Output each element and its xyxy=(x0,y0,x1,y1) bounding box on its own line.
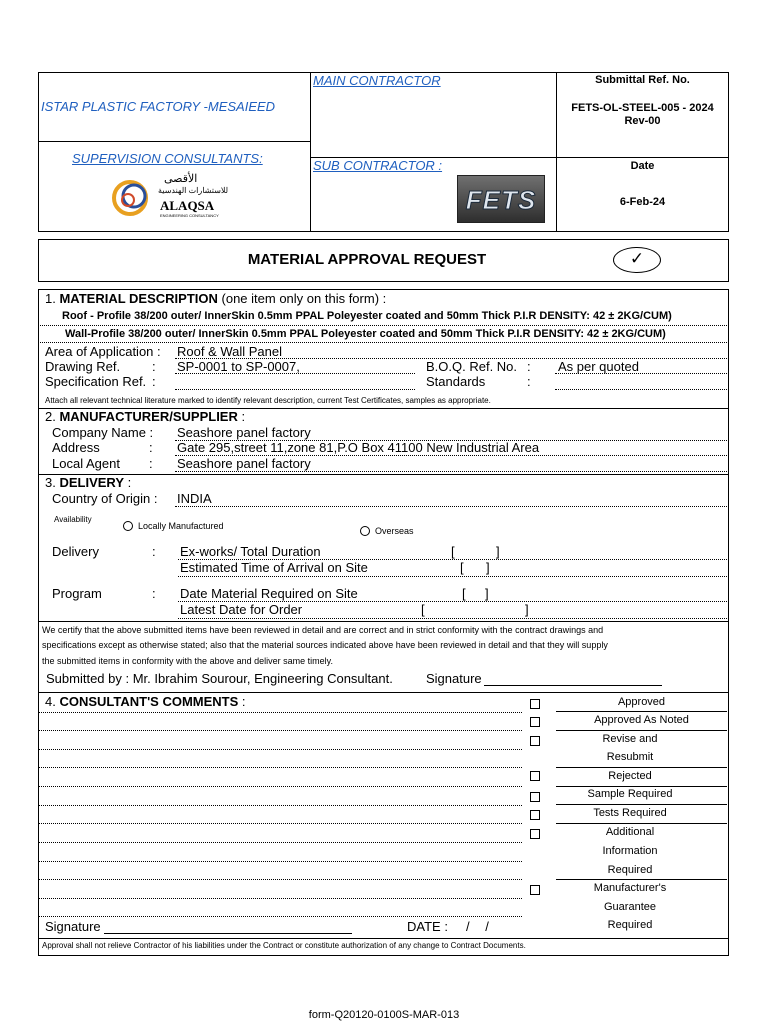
section3-suffix: : xyxy=(127,475,132,490)
exworks-bracket-open: [ xyxy=(451,544,455,559)
attach-note: Attach all relevant technical literature marked to identify relevant description, current Test Certificates, samples as appropriate. xyxy=(45,396,491,405)
material-item-wall: Wall-Profile 38/200 outer/ InnerSkin 0.5mm PPAL Poleyester coated and 50mm Thick P.I.R DENSITY: 42 ± 2KG/CUM) xyxy=(65,328,666,340)
submitter-signature-line[interactable] xyxy=(484,685,662,686)
header-divider-2 xyxy=(556,72,557,232)
additional-info-checkbox[interactable] xyxy=(530,829,540,839)
locally-manufactured-label: Locally Manufactured xyxy=(138,521,224,531)
alaqsa-arabic-2: للاستشارات الهندسية xyxy=(158,186,229,195)
boq-label: B.O.Q. Ref. No. xyxy=(426,359,518,374)
option-approved: Approved xyxy=(617,696,666,708)
overseas-label: Overseas xyxy=(375,526,414,536)
agent-value: Seashore panel factory xyxy=(177,456,311,471)
program-label: Program xyxy=(52,586,102,601)
area-value: Roof & Wall Panel xyxy=(177,344,283,359)
tests-required-checkbox[interactable] xyxy=(530,810,540,820)
form-title: MATERIAL APPROVAL REQUEST xyxy=(247,251,487,268)
option-additional-3: Required xyxy=(607,864,653,876)
option-tests-required: Tests Required xyxy=(593,807,667,819)
supervision-label: SUPERVISION CONSULTANTS: xyxy=(72,151,263,166)
section1-number: 1. xyxy=(45,291,56,306)
option-guarantee-3: Required xyxy=(607,919,653,931)
section1-note: (one item only on this form) : xyxy=(221,291,387,306)
revise-resubmit-checkbox[interactable] xyxy=(530,736,540,746)
section2-title: MANUFACTURER/SUPPLIER xyxy=(59,409,238,424)
date-label: Date xyxy=(630,160,655,172)
manufacturer-guarantee-checkbox[interactable] xyxy=(530,885,540,895)
option-additional-1: Additional xyxy=(605,826,655,838)
section4-title: CONSULTANT'S COMMENTS xyxy=(59,694,239,709)
locally-manufactured-radio[interactable] xyxy=(123,521,133,531)
section3-heading xyxy=(45,476,131,489)
latest-date-bracket-open: [ xyxy=(421,602,425,617)
submittal-label: Submittal Ref. No. xyxy=(595,74,690,86)
drawing-label: Drawing Ref. xyxy=(45,359,121,374)
address-value: Gate 295,street 11,zone 81,P.O Box 41100 New Industrial Area xyxy=(177,440,540,455)
alaqsa-logo xyxy=(108,172,233,222)
date-required-bracket-close: ] xyxy=(485,586,489,601)
eta-bracket-open: [ xyxy=(460,560,464,575)
consultant-signature-line[interactable] xyxy=(104,933,352,934)
section4-number: 4. xyxy=(45,694,56,709)
section1-heading xyxy=(45,292,386,305)
delivery-colon: : xyxy=(152,544,156,559)
section3-number: 3. xyxy=(45,475,56,490)
program-colon: : xyxy=(152,586,156,601)
boq-value: As per quoted xyxy=(558,359,639,374)
spec-colon: : xyxy=(152,374,156,389)
origin-label: Country of Origin : xyxy=(52,491,158,506)
option-rejected: Rejected xyxy=(608,770,652,782)
header-row-divider xyxy=(38,141,310,142)
standards-label: Standards xyxy=(426,374,486,389)
submitter-signature-label: Signature xyxy=(426,671,482,686)
form-number: form-Q20120-0100S-MAR-013 xyxy=(308,1009,460,1021)
option-sample-required: Sample Required xyxy=(587,788,673,800)
section2-number: 2. xyxy=(45,409,56,424)
approved-checkbox[interactable] xyxy=(530,699,540,709)
consultant-signature-label: Signature xyxy=(45,919,101,934)
spec-label: Specification Ref. xyxy=(45,374,147,389)
latest-date-label: Latest Date for Order xyxy=(180,602,303,617)
company-name: ISTAR PLASTIC FACTORY -MESAIEED xyxy=(41,99,276,114)
exworks-bracket-close: ] xyxy=(496,544,500,559)
option-guarantee-1: Manufacturer's xyxy=(593,882,667,894)
eta-bracket-close: ] xyxy=(486,560,490,575)
eta-label: Estimated Time of Arrival on Site xyxy=(180,560,368,575)
date-value: 6-Feb-24 xyxy=(619,196,666,208)
submitted-by: Submitted by : Mr. Ibrahim Sourour, Engineering Consultant. xyxy=(46,671,393,686)
certify-line-1: We certify that the above submitted items have been reviewed in detail and are correct and in strict conformity with the contract drawings and xyxy=(42,625,604,635)
main-contractor-label: MAIN CONTRACTOR xyxy=(313,73,441,88)
consultant-date-separators: / / xyxy=(466,919,489,934)
origin-value: INDIA xyxy=(177,491,212,506)
sample-required-checkbox[interactable] xyxy=(530,792,540,802)
rejected-checkbox[interactable] xyxy=(530,771,540,781)
option-additional-2: Information xyxy=(602,845,658,857)
sub-contractor-label: SUB CONTRACTOR : xyxy=(313,158,443,173)
header-divider-1 xyxy=(310,72,311,232)
address-colon: : xyxy=(149,440,153,455)
material-item-roof: Roof - Profile 38/200 outer/ InnerSkin 0.5mm PPAL Poleyester coated and 50mm Thick P.I.R DENSITY: 42 ± 2KG/CUM) xyxy=(62,310,672,322)
delivery-label: Delivery xyxy=(52,544,99,559)
section3-title: DELIVERY xyxy=(59,475,124,490)
drawing-colon: : xyxy=(152,359,156,374)
section2-heading xyxy=(45,410,245,423)
certify-line-2: specifications except as otherwise stated; also that the material sources indicated above have been reviewed in detail and that they will supply xyxy=(42,640,608,650)
section4-suffix: : xyxy=(241,694,246,709)
drawing-value: SP-0001 to SP-0007, xyxy=(177,359,300,374)
footer-disclaimer: Approval shall not relieve Contractor of his liabilities under the Contract or constitute authorization of any change to Contract Documents. xyxy=(42,941,526,950)
certify-line-3: the submitted items in conformity with the above and deliver same timely. xyxy=(42,656,333,666)
boq-colon: : xyxy=(527,359,531,374)
section2-suffix: : xyxy=(241,409,246,424)
company-value: Seashore panel factory xyxy=(177,425,311,440)
check-icon: ✓ xyxy=(629,249,645,268)
latest-date-bracket-close: ] xyxy=(525,602,529,617)
standards-colon: : xyxy=(527,374,531,389)
address-label: Address xyxy=(52,440,100,455)
alaqsa-tagline: ENGINEERING CONSULTANCY xyxy=(160,213,219,218)
availability-label: Availability xyxy=(54,515,92,524)
section1-title: MATERIAL DESCRIPTION xyxy=(59,291,218,306)
company-label: Company Name : xyxy=(52,425,154,440)
option-revise-2: Resubmit xyxy=(606,751,654,763)
date-required-label: Date Material Required on Site xyxy=(180,586,358,601)
consultant-date-label: DATE : xyxy=(407,919,448,934)
option-revise-1: Revise and xyxy=(602,733,658,745)
area-label: Area of Application : xyxy=(45,344,161,359)
date-required-bracket-open: [ xyxy=(462,586,466,601)
approved-as-noted-checkbox[interactable] xyxy=(530,717,540,727)
option-approved-as-noted: Approved As Noted xyxy=(594,714,689,726)
overseas-radio[interactable] xyxy=(360,526,370,536)
agent-colon: : xyxy=(149,456,153,471)
fets-logo-text: FETS xyxy=(465,185,537,215)
alaqsa-emblem-icon xyxy=(108,172,158,220)
fets-logo xyxy=(457,175,545,223)
alaqsa-name: ALAQSA xyxy=(160,198,215,213)
exworks-label: Ex-works/ Total Duration xyxy=(180,544,321,559)
option-guarantee-2: Guarantee xyxy=(604,901,656,913)
agent-label: Local Agent xyxy=(52,456,120,471)
submittal-ref: FETS-OL-STEEL-005 - 2024 xyxy=(571,102,714,114)
alaqsa-arabic-1: الأقصى xyxy=(164,173,198,185)
section4-heading xyxy=(45,695,246,708)
revision: Rev-00 xyxy=(624,115,661,127)
